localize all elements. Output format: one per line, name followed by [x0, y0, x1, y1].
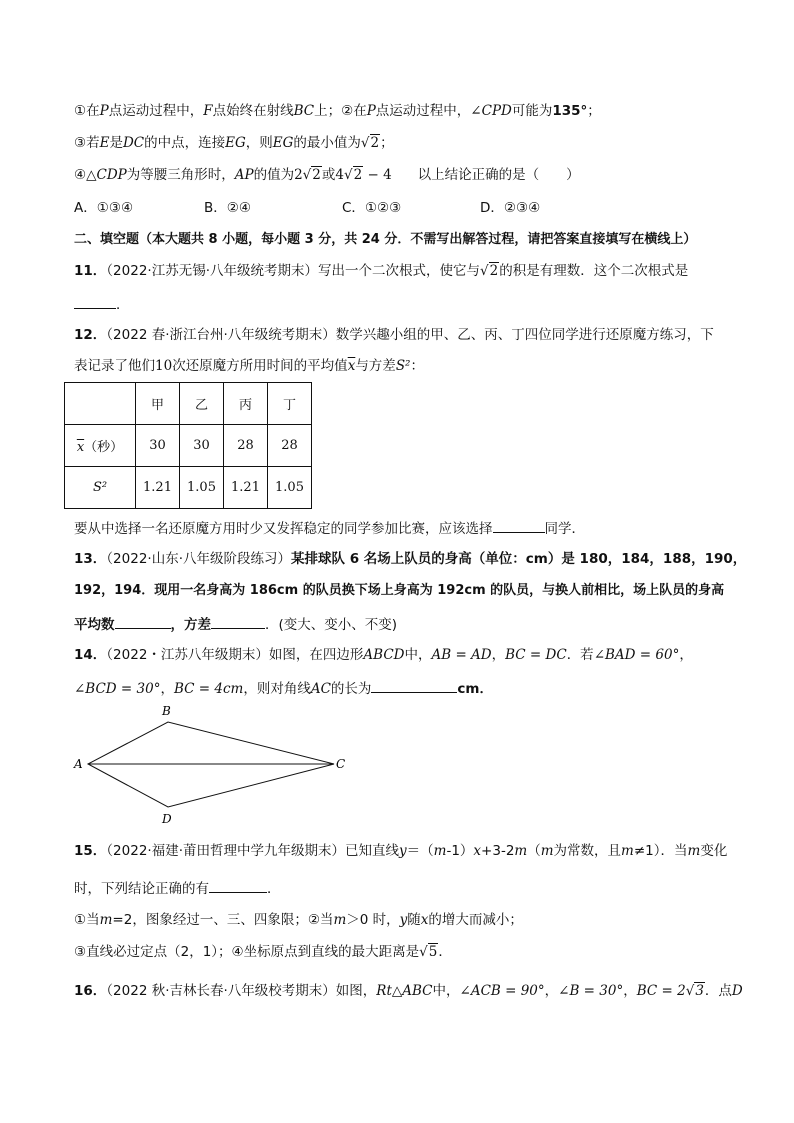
table-row: [65, 425, 312, 467]
q10-options: [74, 199, 540, 217]
answer-blank[interactable]: [493, 518, 545, 533]
sqrt-2: √2: [360, 135, 380, 151]
q15-line4: ③直线必过定点（2，1）；④坐标原点到直线的最大距离是√5．: [74, 944, 452, 960]
q14-line2: ∠BCD = 30°，BC = 4cm，则对角线AC的长为 cm．: [74, 678, 493, 698]
quadrilateral-figure: [66, 700, 366, 830]
value-2sqrt2: 2√2: [294, 167, 321, 183]
table-cell: 30: [136, 425, 180, 467]
q10-statement-4: ④△CDP为等腰三角形时，AP的值为2√2或4√2 − 4 以上结论正确的是（ ）: [74, 167, 580, 183]
bc-value: BC = 2√3: [636, 983, 704, 999]
table-corner: [65, 383, 136, 425]
answer-blank[interactable]: [371, 678, 457, 693]
q16-line1: 16．（2022 秋·吉林长春·八年级校考期末）如图，Rt△ABC中，∠ACB = 90°，∠B = 30°，BC = 2√3．点D: [74, 983, 743, 999]
answer-blank-variance[interactable]: [211, 614, 265, 629]
answer-blank[interactable]: [209, 878, 267, 893]
q13-line2: 192，194．现用一名身高为 186cm 的队员换下场上身高为 192cm 的队员，与换人前相比，场上队员的身高: [74, 583, 725, 598]
option-c[interactable]: C．①②③: [342, 200, 402, 216]
q14-line1: 14．（2022・江苏八年级期末）如图，在四边形ABCD中，AB = AD，BC = DC．若∠BAD = 60°，: [74, 647, 693, 663]
table-row: [65, 467, 312, 509]
table-cell: 30: [180, 425, 224, 467]
q10-statement-1-2: ①在P点运动过程中，F点始终在射线BC上；②在P点运动过程中，∠CPD可能为135°；: [74, 103, 601, 119]
q15-line2: 时，下列结论正确的有 ．: [74, 878, 281, 898]
row-label-variance: S²: [65, 467, 136, 509]
stats-table: [64, 382, 312, 509]
table-header-cell: 甲: [136, 383, 180, 425]
row-label-mean: $\overline{x}$（秒）: [65, 425, 136, 467]
table-cell: 28: [268, 425, 312, 467]
vertex-label-d: D: [162, 812, 172, 826]
table-cell: 28: [224, 425, 268, 467]
answer-blank[interactable]: [74, 294, 116, 309]
sqrt-2: √2: [480, 263, 499, 279]
q12-after: 要从中选择一名还原魔方用时少又发挥稳定的同学参加比赛，应该选择 同学．: [74, 518, 585, 538]
table-header-cell: 丙: [224, 383, 268, 425]
table-header-cell: 乙: [180, 383, 224, 425]
q12-line2: 表记录了他们10次还原魔方所用时间的平均值$\overline{x}$与方差S²：: [74, 358, 424, 374]
answer-blank-mean[interactable]: [115, 614, 171, 629]
table-cell: 1.05: [268, 467, 312, 509]
sqrt-5: √5: [419, 944, 438, 960]
q13-line3: 平均数 ，方差 ．(变大、变小、不变): [74, 614, 397, 634]
q15-line3: ①当m=2，图象经过一、三、四象限；②当m＞0 时，y随x的增大而减小；: [74, 912, 523, 928]
q10-statement-3: ③若E是DC的中点，连接EG，则EG的最小值为√2；: [74, 135, 394, 151]
table-cell: 1.21: [224, 467, 268, 509]
table-cell: 1.21: [136, 467, 180, 509]
option-d[interactable]: D．②③④: [480, 200, 541, 216]
vertex-label-a: A: [74, 757, 83, 771]
value-4sqrt2-minus-4: 4√2 − 4: [335, 167, 392, 183]
table-header-row: [65, 383, 312, 425]
table-header-cell: 丁: [268, 383, 312, 425]
vertex-label-b: B: [162, 704, 171, 718]
q12-line1: 12．（2022 春·浙江台州·八年级统考期末）数学兴趣小组的甲、乙、丙、丁四位同学进行还原魔方练习，下: [74, 327, 714, 343]
q15-line1: 15．（2022·福建·莆田哲理中学九年级期末）已知直线y＝（m-1）x+3-2m（m为常数，且m≠1）．当m变化: [74, 843, 728, 859]
option-b[interactable]: B．②④: [204, 200, 251, 216]
q11-line2: ．: [74, 294, 130, 314]
q13-line1: 13．（2022·山东·八年级阶段练习）某排球队 6 名场上队员的身高（单位：cm）是 180，184，188，190，: [74, 551, 747, 567]
section-heading: 二、填空题（本大题共 8 小题，每小题 3 分，共 24 分．不需写出解答过程，请把答案直接填写在横线上）: [74, 232, 697, 247]
q11-line1: 11．（2022·江苏无锡·八年级统考期末）写出一个二次根式，使它与√2的积是有理数．这个二次根式是: [74, 263, 689, 279]
option-a[interactable]: A．①③④: [74, 200, 134, 216]
table-cell: 1.05: [180, 467, 224, 509]
vertex-label-c: C: [336, 757, 346, 771]
